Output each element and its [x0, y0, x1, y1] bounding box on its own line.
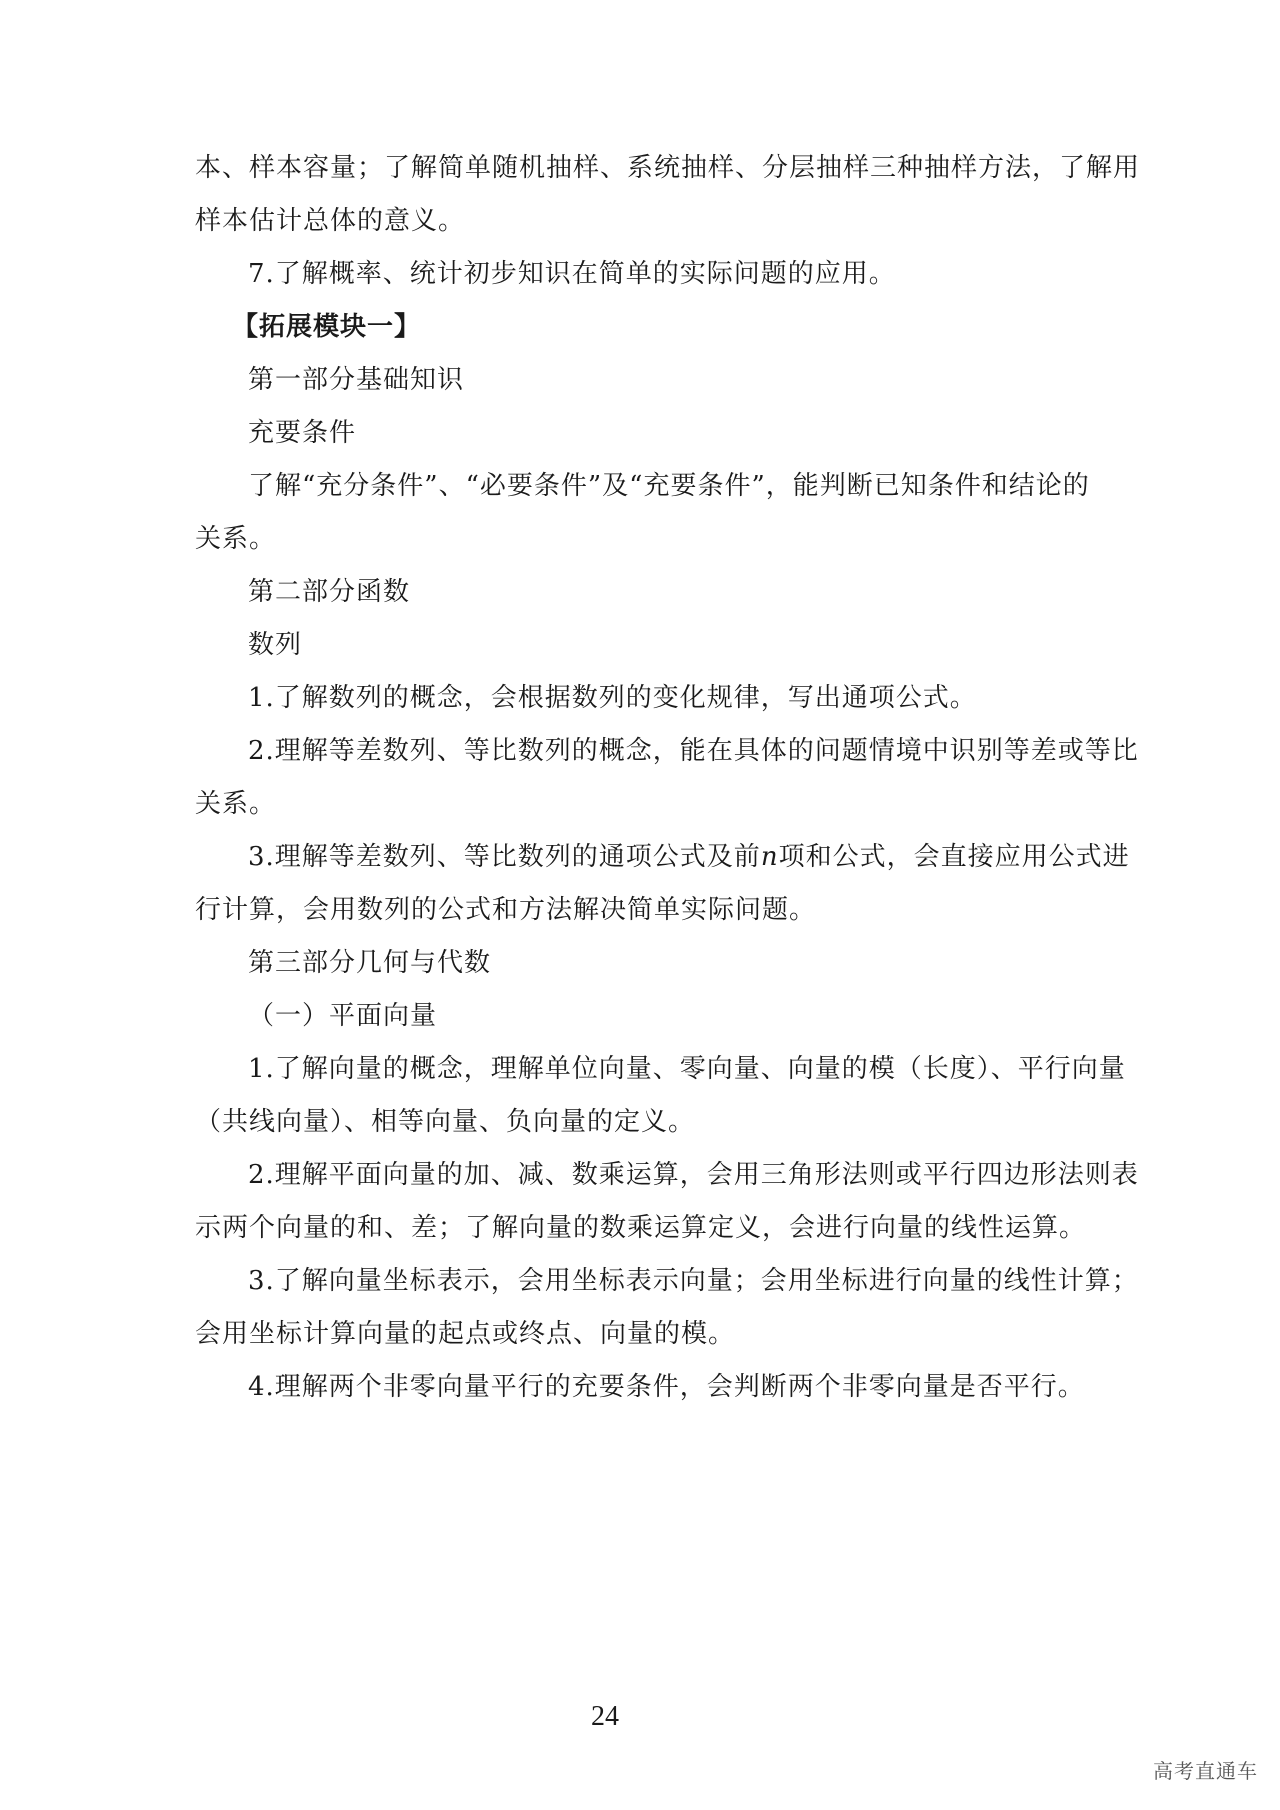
text-line — [248, 840, 1130, 874]
subsection-title: 数列 — [248, 630, 303, 660]
text-line: 1.了解向量的概念，理解单位向量、零向量、向量的模（长度）、平行向量 — [248, 1054, 1126, 1084]
text-line: 2.理解等差数列、等比数列的概念，能在具体的问题情境中识别等差或等比 — [248, 736, 1139, 766]
text-line: 4.理解两个非零向量平行的充要条件，会判断两个非零向量是否平行。 — [248, 1372, 1085, 1402]
text-line: 关系。 — [195, 789, 277, 819]
text-line: 7.了解概率、统计初步知识在简单的实际问题的应用。 — [248, 259, 896, 289]
subsection-title: （一）平面向量 — [248, 1001, 438, 1031]
watermark: 高考直通车 — [1153, 1759, 1258, 1783]
text-line: 样本估计总体的意义。 — [195, 206, 466, 236]
text-line: 1.了解数列的概念，会根据数列的变化规律，写出通项公式。 — [248, 683, 977, 713]
section-title: 第一部分基础知识 — [248, 365, 465, 395]
page-number: 24 — [591, 1701, 619, 1732]
text-line: 示两个向量的和、差；了解向量的数乘运算定义，会进行向量的线性运算。 — [195, 1213, 1087, 1243]
text-segment: 项和公式，会直接应用公式进 — [778, 842, 1130, 872]
text-line: 行计算，会用数列的公式和方法解决简单实际问题。 — [195, 895, 817, 925]
text-segment: 3.理解等差数列、等比数列的通项公式及前 — [248, 842, 761, 872]
text-line: （共线向量）、相等向量、负向量的定义。 — [195, 1107, 696, 1137]
text-line: 关系。 — [195, 524, 277, 554]
section-heading: 【拓展模块一】 — [232, 312, 422, 342]
text-line: 2.理解平面向量的加、减、数乘运算，会用三角形法则或平行四边形法则表 — [248, 1160, 1139, 1190]
text-line: 3.了解向量坐标表示，会用坐标表示向量；会用坐标进行向量的线性计算； — [248, 1266, 1139, 1296]
section-title: 第三部分几何与代数 — [248, 948, 492, 978]
section-title: 第二部分函数 — [248, 577, 411, 607]
text-line: 本、样本容量；了解简单随机抽样、系统抽样、分层抽样三种抽样方法，了解用 — [195, 153, 1141, 183]
text-line: 会用坐标计算向量的起点或终点、向量的模。 — [195, 1319, 736, 1349]
subsection-title: 充要条件 — [248, 418, 357, 448]
math-variable-n: n — [760, 842, 779, 872]
text-line: 了解“充分条件”、“必要条件”及“充要条件”，能判断已知条件和结论的 — [248, 471, 1090, 501]
